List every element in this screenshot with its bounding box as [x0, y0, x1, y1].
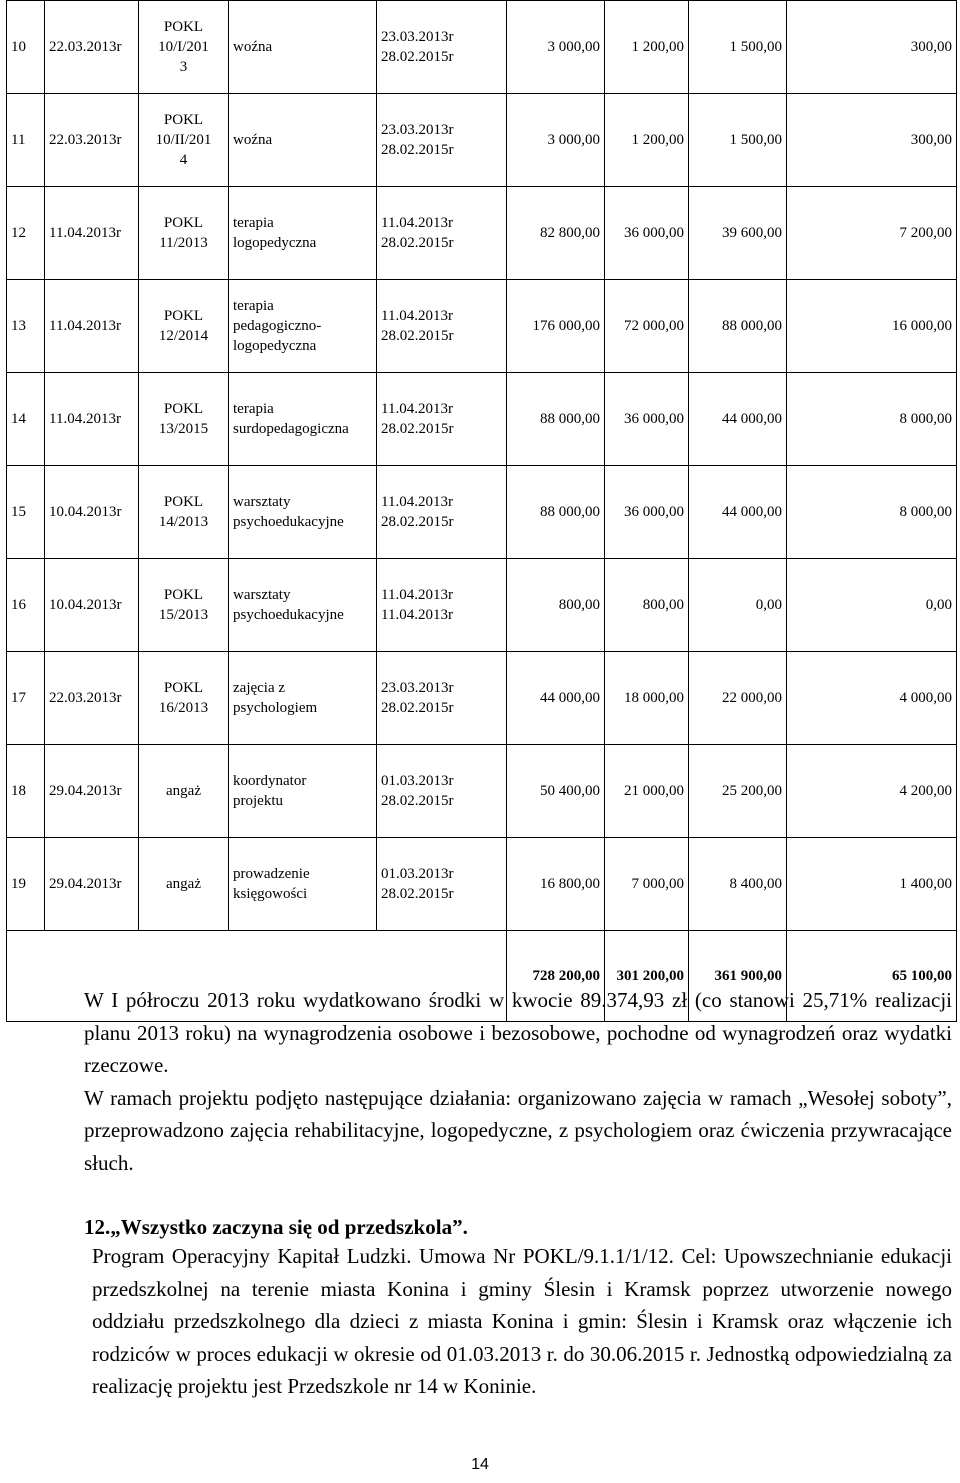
row-period: 11.04.2013r 28.02.2015r: [377, 187, 507, 280]
row-value-1: 82 800,00: [507, 187, 605, 280]
row-date: 11.04.2013r: [45, 280, 139, 373]
table-row: [7, 373, 957, 466]
row-date: 22.03.2013r: [45, 94, 139, 187]
row-date: 10.04.2013r: [45, 559, 139, 652]
row-code: POKL 10/I/201 3: [139, 1, 229, 94]
row-date: 29.04.2013r: [45, 838, 139, 931]
row-value-3: 1 500,00: [689, 1, 787, 94]
row-value-2: 72 000,00: [605, 280, 689, 373]
row-value-2: 7 000,00: [605, 838, 689, 931]
row-name: terapia surdopedagogiczna: [229, 373, 377, 466]
row-name: terapia pedagogiczno- logopedyczna: [229, 280, 377, 373]
row-value-4: 7 200,00: [787, 187, 957, 280]
row-value-4: 300,00: [787, 1, 957, 94]
row-value-4: 8 000,00: [787, 373, 957, 466]
row-value-4: 4 200,00: [787, 745, 957, 838]
table-row: [7, 1, 957, 94]
row-date: 22.03.2013r: [45, 1, 139, 94]
table-row: [7, 466, 957, 559]
row-value-2: 36 000,00: [605, 373, 689, 466]
page-number: 14: [471, 1456, 489, 1473]
row-name: warsztaty psychoedukacyjne: [229, 466, 377, 559]
row-value-4: 8 000,00: [787, 466, 957, 559]
row-number: 12: [7, 187, 45, 280]
row-number: 14: [7, 373, 45, 466]
row-value-3: 22 000,00: [689, 652, 787, 745]
row-period: 11.04.2013r 28.02.2015r: [377, 373, 507, 466]
table-row: [7, 745, 957, 838]
row-name: koordynator projektu: [229, 745, 377, 838]
row-number: 18: [7, 745, 45, 838]
row-value-3: 8 400,00: [689, 838, 787, 931]
total-value-4: 65 100,00: [787, 931, 957, 1022]
row-value-4: 0,00: [787, 559, 957, 652]
cost-table-body: [7, 1, 957, 1022]
row-code: POKL 13/2015: [139, 373, 229, 466]
row-name: zajęcia z psychologiem: [229, 652, 377, 745]
section-heading: 12.„Wszystko zaczyna się od przedszkola”.: [84, 1215, 468, 1239]
row-number: 16: [7, 559, 45, 652]
row-value-3: 1 500,00: [689, 94, 787, 187]
spending-paragraph: W I półroczu 2013 roku wydatkowano środki w kwocie 89.374,93 zł (co stanowi 25,71% realizacji planu 2013 roku) na wynagrodzenia osobowe i bezosobowe, pochodne od wynagrodzeń oraz wydatki rzeczowe.: [84, 988, 952, 1078]
row-value-2: 1 200,00: [605, 1, 689, 94]
row-period: 23.03.2013r 28.02.2015r: [377, 652, 507, 745]
table-row: [7, 652, 957, 745]
row-value-1: 16 800,00: [507, 838, 605, 931]
row-name: prowadzenie księgowości: [229, 838, 377, 931]
row-value-4: 16 000,00: [787, 280, 957, 373]
row-value-4: 4 000,00: [787, 652, 957, 745]
table-row: [7, 94, 957, 187]
row-value-3: 88 000,00: [689, 280, 787, 373]
row-value-1: 3 000,00: [507, 94, 605, 187]
row-value-3: 0,00: [689, 559, 787, 652]
row-name: terapia logopedyczna: [229, 187, 377, 280]
table-row: [7, 559, 957, 652]
row-period: 01.03.2013r 28.02.2015r: [377, 838, 507, 931]
row-value-1: 800,00: [507, 559, 605, 652]
row-value-3: 25 200,00: [689, 745, 787, 838]
table-row: [7, 838, 957, 931]
row-code: angaż: [139, 838, 229, 931]
row-date: 10.04.2013r: [45, 466, 139, 559]
row-period: 01.03.2013r 28.02.2015r: [377, 745, 507, 838]
row-value-2: 36 000,00: [605, 466, 689, 559]
row-code: POKL 16/2013: [139, 652, 229, 745]
row-code: POKL 12/2014: [139, 280, 229, 373]
row-name: warsztaty psychoedukacyjne: [229, 559, 377, 652]
row-code: POKL 14/2013: [139, 466, 229, 559]
row-value-1: 88 000,00: [507, 373, 605, 466]
total-value-3: 361 900,00: [689, 931, 787, 1022]
row-period: 11.04.2013r 28.02.2015r: [377, 280, 507, 373]
row-value-2: 18 000,00: [605, 652, 689, 745]
row-value-1: 50 400,00: [507, 745, 605, 838]
row-value-2: 800,00: [605, 559, 689, 652]
row-period: 23.03.2013r 28.02.2015r: [377, 94, 507, 187]
row-value-1: 44 000,00: [507, 652, 605, 745]
row-period: 23.03.2013r 28.02.2015r: [377, 1, 507, 94]
row-value-1: 176 000,00: [507, 280, 605, 373]
row-value-2: 36 000,00: [605, 187, 689, 280]
summary-paragraph: [84, 984, 952, 1180]
row-value-4: 1 400,00: [787, 838, 957, 931]
total-value-1: 728 200,00: [507, 931, 605, 1022]
row-date: 11.04.2013r: [45, 373, 139, 466]
activities-paragraph: W ramach projektu podjęto następujące działania: organizowano zajęcia w ramach „Wesołej soboty”, przeprowadzono zajęcia rehabilitacyjne, logopedyczne, z psychologiem oraz ćwiczenia przywracające słuch.: [84, 1085, 952, 1175]
row-period: 11.04.2013r 11.04.2013r: [377, 559, 507, 652]
row-code: POKL 11/2013: [139, 187, 229, 280]
row-value-1: 88 000,00: [507, 466, 605, 559]
table-row: [7, 187, 957, 280]
row-value-2: 1 200,00: [605, 94, 689, 187]
row-value-3: 39 600,00: [689, 187, 787, 280]
row-name: woźna: [229, 1, 377, 94]
row-number: 17: [7, 652, 45, 745]
row-number: 11: [7, 94, 45, 187]
project-description: Program Operacyjny Kapitał Ludzki. Umowa Nr POKL/9.1.1/1/12. Cel: Upowszechnianie edukacji przedszkolnej na terenie miasta Konina i gminy Ślesin i Kramsk poprzez utworzenie nowego oddziału przedszkolnego dla dzieci z miasta Konina i gmin: Ślesin i Kramsk oraz włączenie ich rodziców w proces edukacji w okresie od 01.03.2013 r. do 30.06.2015 r. Jednostką odpowiedzialną za realizację projektu jest Przedszkole nr 14 w Koninie.: [92, 1244, 952, 1399]
cost-table: [6, 0, 957, 1022]
row-number: 10: [7, 1, 45, 94]
table-row: [7, 280, 957, 373]
row-date: 22.03.2013r: [45, 652, 139, 745]
row-code: POKL 15/2013: [139, 559, 229, 652]
project-paragraph: [84, 1240, 952, 1403]
row-value-4: 300,00: [787, 94, 957, 187]
row-value-3: 44 000,00: [689, 373, 787, 466]
row-value-1: 3 000,00: [507, 1, 605, 94]
row-date: 29.04.2013r: [45, 745, 139, 838]
row-period: 11.04.2013r 28.02.2015r: [377, 466, 507, 559]
row-code: POKL 10/II/201 4: [139, 94, 229, 187]
total-value-2: 301 200,00: [605, 931, 689, 1022]
row-number: 19: [7, 838, 45, 931]
row-name: woźna: [229, 94, 377, 187]
row-code: angaż: [139, 745, 229, 838]
row-date: 11.04.2013r: [45, 187, 139, 280]
row-number: 13: [7, 280, 45, 373]
row-value-2: 21 000,00: [605, 745, 689, 838]
row-number: 15: [7, 466, 45, 559]
row-value-3: 44 000,00: [689, 466, 787, 559]
